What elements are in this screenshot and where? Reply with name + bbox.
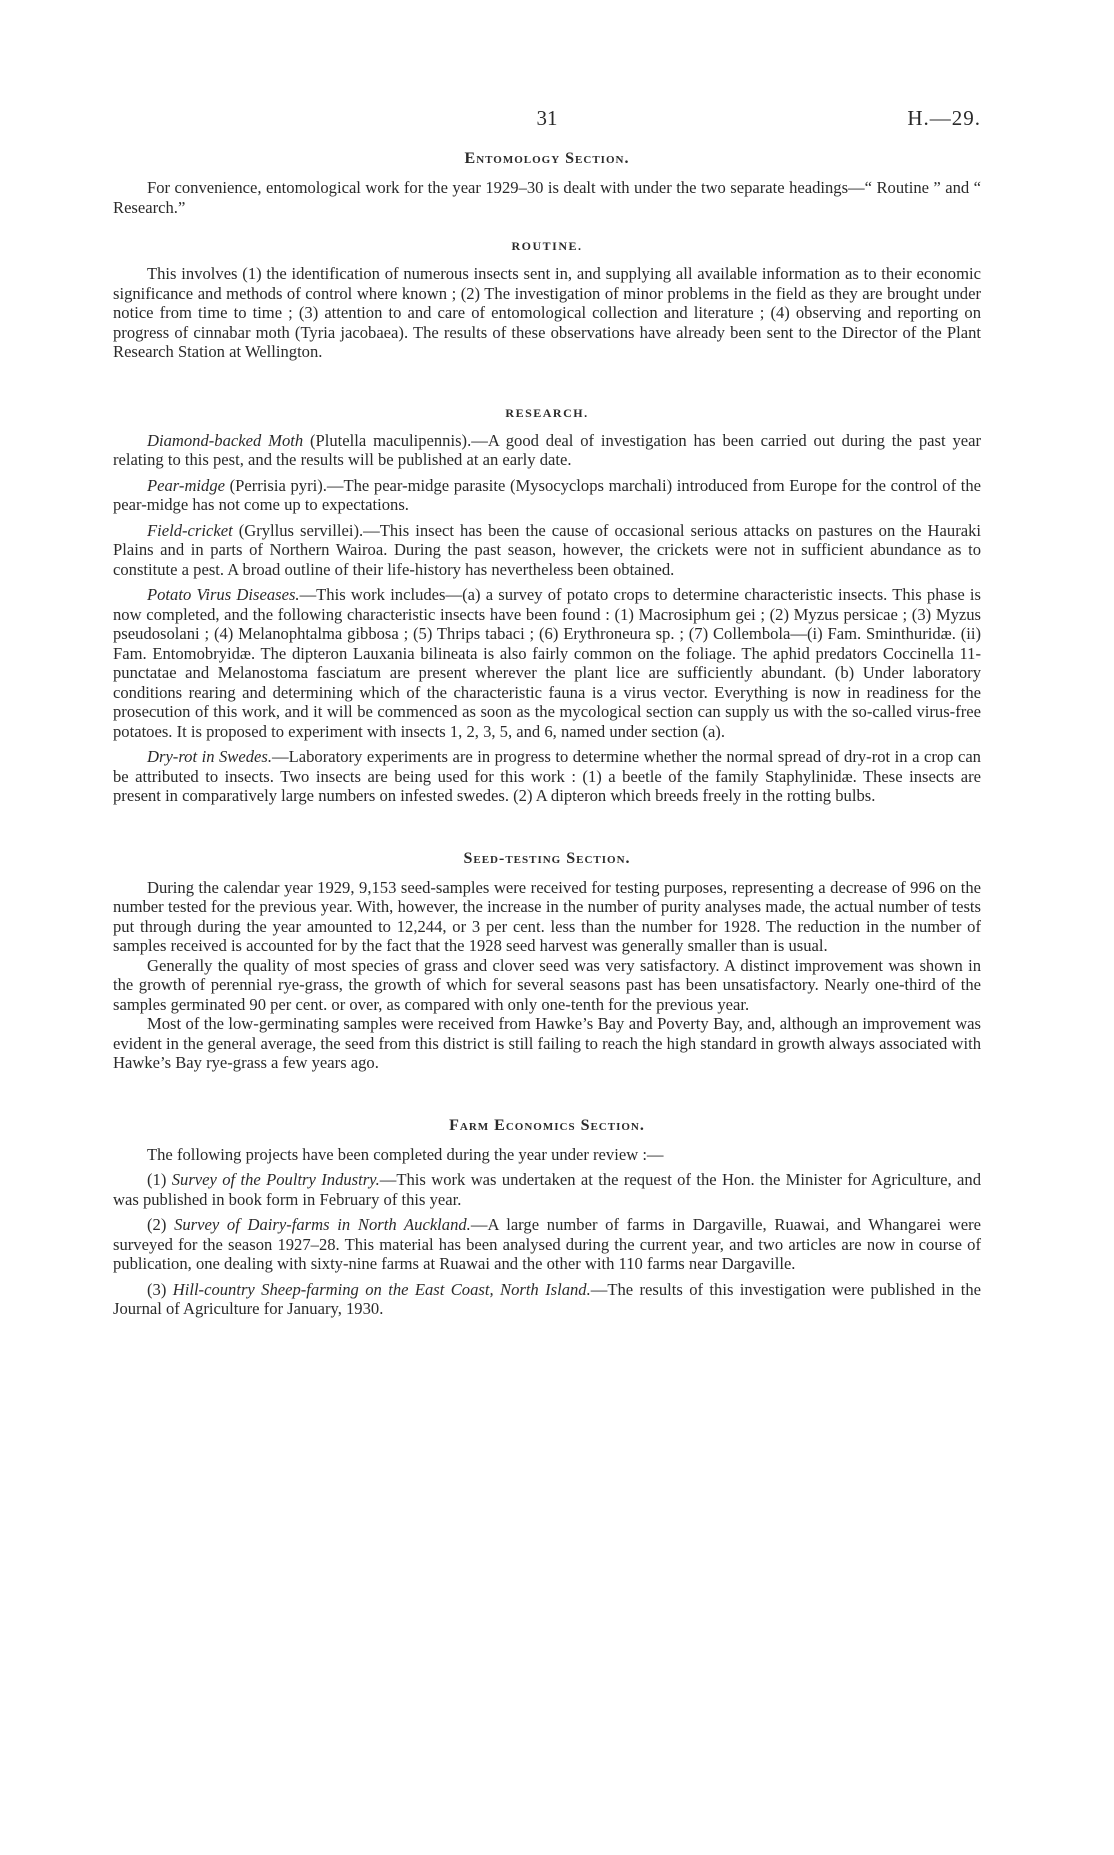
project-number: (3)	[147, 1279, 173, 1299]
research-text: (Plutella maculipennis).—A good deal of investigation has been carried out during the past year relating to this pest, and the results will be published at an early date.	[113, 430, 981, 469]
research-paragraph-pear-midge	[113, 476, 981, 515]
farm-project-poultry	[113, 1170, 981, 1209]
routine-paragraph: This involves (1) the identification of numerous insects sent in, and supplying all available information as to their economic significance and methods of control where known ; (2) The investigation of minor problems in the field as they are brought under notice from time to time ; (3) attention to and care of entomological collection and literature ; (4) observing and reporting on progress of cinnabar moth (Tyria jacobaea). The results of these observations have already been sent to the Director of the Plant Research Station at Wellington.	[113, 264, 981, 361]
project-lead: Survey of Dairy-farms in North Auckland.	[174, 1215, 471, 1234]
research-paragraph-field-cricket	[113, 521, 981, 580]
research-text: —Laboratory experiments are in progress to determine whether the normal spread of dry-rot in a crop can be attributed to insects. Two insects are being used for this work : (1) a beetle of the family Staphylinidæ. These insects are present in comparatively large numbers on infested swedes. (2) A dipteron which breeds freely in the rotting bulbs.	[113, 747, 981, 805]
research-paragraph-dry-rot	[113, 747, 981, 806]
farm-economics-section-title: Farm Economics Section.	[449, 1116, 645, 1134]
research-paragraph-potato-virus	[113, 585, 981, 741]
seed-testing-paragraph: During the calendar year 1929, 9,153 seed-samples were received for testing purposes, representing a decrease of 996 on the number tested for the previous year. With, however, the increase in the number of purity analyses made, the actual number of tests put through during the year amounted to 12,244, or 3 per cent. less than the number for 1928. The reduction in the number of samples received is accounted for by the fact that the 1928 seed harvest was generally smaller than is usual.	[113, 877, 981, 955]
farm-economics-intro: The following projects have been completed during the year under review :—	[147, 1144, 664, 1164]
research-text: (Perrisia pyri).—The pear-midge parasite (Mysocyclops marchali) introduced from Europe for the control of the pear-midge has not come up to expectations.	[113, 475, 981, 514]
research-paragraph-diamond-backed-moth	[113, 431, 981, 470]
entomology-intro: For convenience, entomological work for the year 1929–30 is dealt with under the two separate headings—“ Routine ” and “ Research.”	[113, 178, 981, 217]
research-lead: Diamond-backed Moth	[147, 430, 304, 450]
entomology-section-title: Entomology Section.	[464, 150, 630, 167]
research-lead: Field-cricket	[147, 520, 233, 540]
research-text: —This work includes—(a) a survey of potato crops to determine characteristic insects. This phase is now completed, and the following characteristic insects have been found : (1) Macrosiphum gei ; (2) Myzus persicae ; (3) Myzus pseudosolani ; (4) Melanophtalma gibbosa ; (5) Thrips tabaci ; (6) Erythroneura sp. ; (7) Collembola—(i) Fam. Sminthuridæ. (ii) Fam. Entomobryidæ. The dipteron Lauxania bilineata is also fairly common on the foliage. The aphid predators Coccinella 11-punctatae and Melanostoma fasciatum are present wherever the plant lice are sufficiently abundant. (b) Under laboratory conditions rearing and determining which of the characteristic fauna is a virus vector. Everything is now in readiness for the prosecution of this work, and it will be commenced as soon as the mycological section can supply us with the so-called virus-free potatoes. It is proposed to experiment with insects 1, 2, 3, 5, and 6, named under section (a).	[113, 585, 981, 741]
document-reference: H.—29.	[907, 106, 981, 130]
seed-testing-paragraph: Generally the quality of most species of grass and clover seed was very satisfactory. A distinct improvement was shown in the growth of perennial rye-grass, the growth of which for several seasons past has been unsatisfactory. Nearly one-third of the samples germinated 90 per cent. or over, as compared with only one-tenth for the previous year.	[113, 955, 981, 1014]
research-lead: Dry-rot in Swedes.	[147, 747, 273, 766]
project-number: (2)	[147, 1215, 175, 1234]
research-lead: Potato Virus Diseases.	[147, 585, 300, 604]
document-page	[113, 100, 981, 1319]
seed-testing-paragraph: Most of the low-germinating samples were received from Hawke’s Bay and Poverty Bay, and, although an improvement was evident in the general average, the seed from this district is still failing to reach the high standard in growth always associated with Hawke’s Bay rye-grass a few years ago.	[113, 1014, 981, 1072]
project-lead: Survey of the Poultry Industry.	[171, 1170, 380, 1189]
farm-project-dairy	[113, 1215, 981, 1274]
research-heading: RESEARCH.	[505, 405, 589, 420]
project-text: —This work was undertaken at the request of the Hon. the Minister for Agriculture, and was published in book form in February of this year.	[113, 1170, 981, 1209]
project-text: —A large number of farms in Dargaville, Ruawai, and Whangarei were surveyed for the season 1927–28. This material has been analysed during the current year, and two articles are now in course of publication, one dealing with sixty-nine farms at Ruawai and the other with 110 farms near Dargaville.	[113, 1215, 982, 1273]
research-text: (Gryllus servillei).—This insect has been the cause of occasional serious attacks on pastures on the Hauraki Plains and in parts of Northern Wairoa. During the past season, however, the crickets were not in sufficient abundance as to constitute a pest. A broad outline of their life-history has nevertheless been obtained.	[113, 520, 981, 579]
routine-heading: ROUTINE.	[511, 239, 583, 253]
project-text: —The results of this investigation were published in the Journal of Agriculture for January, 1930.	[113, 1279, 981, 1318]
project-number: (1)	[147, 1170, 172, 1189]
page-header	[113, 100, 981, 140]
seed-testing-section-title: Seed-testing Section.	[463, 849, 631, 867]
research-lead: Pear-midge	[147, 475, 226, 495]
farm-project-hill-country	[113, 1280, 981, 1319]
page-number: 31	[536, 106, 558, 130]
project-lead: Hill-country Sheep-farming on the East Coast, North Island.	[172, 1279, 591, 1299]
